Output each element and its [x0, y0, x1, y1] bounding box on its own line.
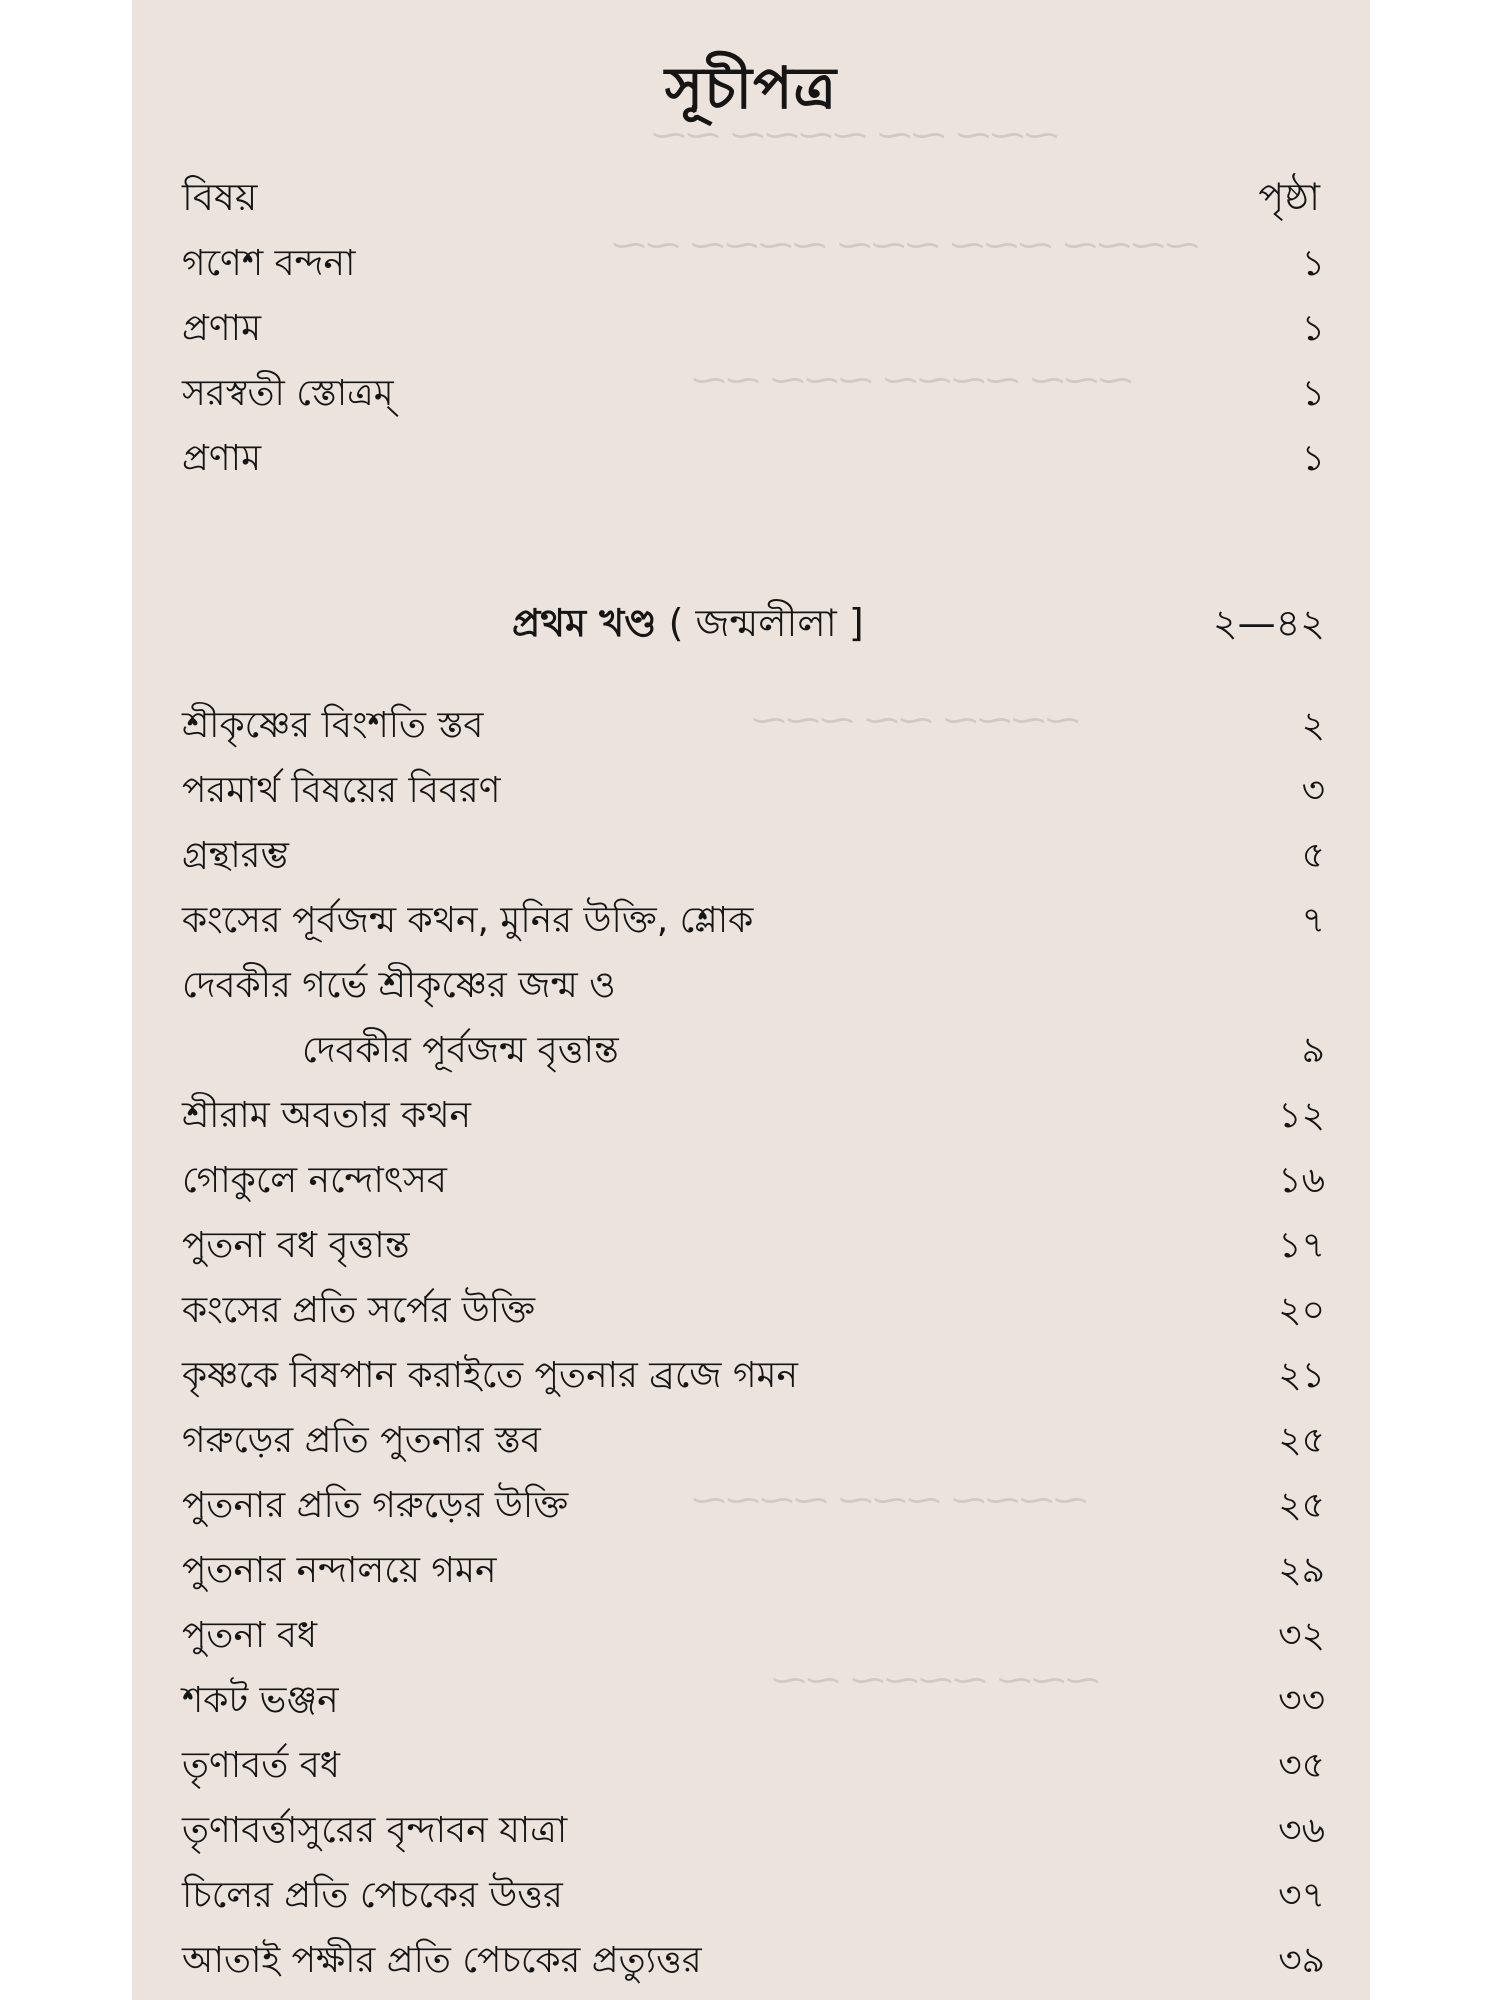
toc-entry — [182, 1738, 1325, 1798]
toc-entry-page: ৯ — [1301, 1030, 1325, 1071]
toc-entry-label: তৃণাবর্ত্তাসুরের বৃন্দাবন যাত্রা — [182, 1810, 568, 1851]
toc-entry-page: ২০ — [1278, 1290, 1325, 1331]
toc-entry — [182, 698, 1325, 758]
toc-entry-label: প্রণাম — [182, 308, 262, 349]
toc-entry — [182, 1673, 1325, 1733]
toc-entry — [182, 431, 1325, 491]
toc-entry — [182, 301, 1325, 361]
toc-entry — [182, 828, 1325, 888]
show-through-text: ⁓⁓⁓ ⁓⁓⁓⁓ ⁓⁓⁓ ⁓⁓ — [692, 360, 1133, 400]
toc-entry — [182, 893, 1325, 953]
section-page-range: ২—৪২ — [1212, 601, 1325, 645]
toc-entry-label: গ্রন্থারম্ভ — [182, 835, 289, 876]
toc-entry-label: দেবকীর পূর্বজন্ম বৃত্তান্ত — [302, 1030, 619, 1071]
toc-entry — [182, 1348, 1325, 1408]
toc-entry-label: পুতনা বধ বৃত্তান্ত — [182, 1225, 410, 1266]
toc-entry-page: ৩৬ — [1278, 1810, 1325, 1851]
toc-entry-label: কংসের পূর্বজন্ম কথন, মুনির উক্তি, শ্লোক — [182, 900, 754, 941]
toc-entry-label: প্রণাম — [182, 438, 262, 479]
toc-entry-page: ১ — [1301, 438, 1325, 479]
toc-entry-label: গরুড়ের প্রতি পুতনার স্তব — [182, 1420, 541, 1461]
toc-entry-page: ১ — [1301, 243, 1325, 284]
toc-entry — [182, 1413, 1325, 1473]
toc-entry-label: দেবকীর গর্ভে শ্রীকৃষ্ণের জন্ম ও — [182, 965, 616, 1006]
toc-entry-page: ১ — [1301, 308, 1325, 349]
toc-entry — [182, 236, 1325, 296]
toc-entry — [182, 1868, 1325, 1928]
toc-entry-page: ৩৫ — [1278, 1745, 1325, 1786]
toc-entry-page: ৩৩ — [1278, 1680, 1325, 1721]
toc-entry-label: চিলের প্রতি পেচকের উত্তর — [182, 1875, 563, 1916]
toc-entry — [182, 1088, 1325, 1148]
toc-entry-page: ৩২ — [1278, 1615, 1325, 1656]
toc-entry-page: ২৯ — [1278, 1550, 1325, 1591]
toc-entry-label: সরস্বতী স্তোত্রম্ — [182, 373, 394, 414]
toc-entry-page: ৫ — [1301, 835, 1325, 876]
toc-entry — [182, 1543, 1325, 1603]
show-through-text: ⁓⁓⁓ ⁓⁓⁓⁓ ⁓⁓ — [772, 1660, 1100, 1700]
toc-entry-page: ২৫ — [1278, 1420, 1325, 1461]
toc-entry — [182, 1478, 1325, 1538]
toc-entry-page: ২ — [1301, 705, 1325, 746]
toc-entry-label: পুতনার নন্দালয়ে গমন — [182, 1550, 497, 1591]
section-subtitle: ( জন্মলীলা ] — [668, 601, 864, 645]
toc-entry-page: ৩ — [1301, 770, 1325, 811]
toc-entry-label: গোকুলে নন্দোৎসব — [182, 1160, 447, 1201]
toc-entry-page: ২১ — [1278, 1355, 1325, 1396]
toc-entry — [182, 1023, 1325, 1083]
page-title: সূচীপত্র — [664, 54, 838, 122]
show-through-text: ⁓⁓⁓⁓ ⁓⁓ ⁓⁓⁓ — [752, 700, 1080, 740]
toc-entry-label: পুতনা বধ — [182, 1615, 318, 1656]
toc-entry — [182, 958, 1325, 1018]
toc-entry-label: আতাই পক্ষীর প্রতি পেচকের প্রত্যুত্তর — [182, 1940, 702, 1981]
toc-entry — [182, 1283, 1325, 1343]
toc-entry — [182, 1933, 1325, 1993]
toc-entry-label: কংসের প্রতি সর্পের উক্তি — [182, 1290, 536, 1331]
toc-entry-page: ১ — [1301, 373, 1325, 414]
toc-entry-label: শ্রীরাম অবতার কথন — [182, 1095, 472, 1136]
toc-entry-label: শ্রীকৃষ্ণের বিংশতি স্তব — [182, 705, 484, 746]
book-page — [132, 0, 1370, 2000]
subject-column-header: বিষয় — [182, 175, 258, 219]
toc-entry-label: কৃষ্ণকে বিষপান করাইতে পুতনার ব্রজে গমন — [182, 1355, 799, 1396]
show-through-text: ⁓⁓⁓⁓ ⁓⁓⁓ ⁓⁓⁓ ⁓⁓⁓⁓ ⁓⁓ — [612, 225, 1200, 265]
toc-entry-page: ৭ — [1301, 900, 1325, 941]
toc-entry-page: ১২ — [1278, 1095, 1325, 1136]
toc-entry-page: ২৫ — [1278, 1485, 1325, 1526]
toc-entry-page: ১৬ — [1278, 1160, 1325, 1201]
page-column-header: পৃষ্ঠা — [1258, 175, 1320, 219]
toc-entry — [182, 763, 1325, 823]
toc-entry — [182, 1218, 1325, 1278]
toc-entry-label: শকট ভঞ্জন — [182, 1680, 339, 1721]
toc-entry — [182, 366, 1325, 426]
toc-entry-label: গণেশ বন্দনা — [182, 243, 356, 284]
toc-entry-page: ৩৭ — [1278, 1875, 1325, 1916]
show-through-text: ⁓⁓⁓⁓ ⁓⁓⁓ ⁓⁓⁓⁓ — [692, 1480, 1088, 1520]
toc-entry — [182, 1608, 1325, 1668]
show-through-text: ⁓⁓⁓ ⁓⁓ ⁓⁓⁓⁓ ⁓⁓ — [652, 115, 1059, 155]
toc-entry-label: তৃণাবর্ত বধ — [182, 1745, 340, 1786]
toc-entry — [182, 1153, 1325, 1213]
toc-entry-label: পরমার্থ বিষয়ের বিবরণ — [182, 770, 501, 811]
section-heading — [512, 594, 864, 658]
toc-entry-page: ১৭ — [1278, 1225, 1325, 1266]
section-name: প্রথম খণ্ড — [512, 601, 657, 645]
toc-entry-label: পুতনার প্রতি গরুড়ের উক্তি — [182, 1485, 569, 1526]
toc-entry — [182, 1803, 1325, 1863]
toc-entry-page: ৩৯ — [1278, 1940, 1325, 1981]
